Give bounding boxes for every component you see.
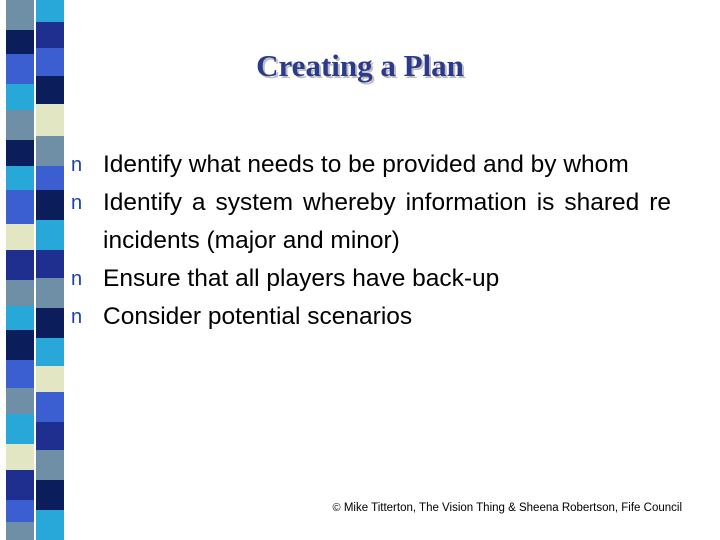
sidebar-block — [6, 414, 34, 444]
sidebar-block — [36, 0, 64, 22]
sidebar-block — [36, 422, 64, 450]
bullet-text: Ensure that all players have back-up — [103, 265, 500, 292]
square-bullet-icon: n — [71, 306, 83, 328]
sidebar-block — [36, 392, 64, 422]
bullet-item — [71, 298, 671, 336]
bullet-text: Identify a system whereby information is shared re incidents (major and minor) — [103, 189, 671, 254]
sidebar-block — [36, 308, 64, 338]
sidebar-block — [36, 166, 64, 190]
sidebar-block — [6, 330, 34, 360]
sidebar-block — [6, 110, 34, 140]
sidebar-block — [6, 306, 34, 330]
sidebar-block — [6, 388, 34, 414]
sidebar-block — [36, 220, 64, 250]
sidebar-block — [6, 280, 34, 306]
bullet-text: Consider potential scenarios — [103, 303, 413, 330]
sidebar-block — [6, 470, 34, 500]
sidebar-block — [36, 190, 64, 220]
bullet-list — [71, 146, 671, 336]
sidebar-block — [6, 166, 34, 190]
bullet-item — [71, 146, 671, 184]
sidebar-block — [36, 104, 64, 136]
sidebar-block — [6, 140, 34, 166]
square-bullet-icon: n — [71, 192, 83, 214]
sidebar-block — [36, 278, 64, 308]
sidebar-block — [36, 338, 64, 366]
sidebar-block — [6, 224, 34, 250]
sidebar-block — [36, 136, 64, 166]
square-bullet-icon: n — [71, 154, 83, 176]
sidebar-block — [6, 250, 34, 280]
copyright-footer — [333, 502, 682, 514]
sidebar-block — [6, 360, 34, 388]
sidebar-block — [36, 250, 64, 278]
slide-title: Creating a Plan — [256, 48, 464, 83]
bullet-text: Identify what needs to be provided and by whom — [103, 151, 629, 178]
bullet-item — [71, 184, 671, 260]
sidebar-block — [6, 190, 34, 224]
sidebar-block — [6, 444, 34, 470]
sidebar-block — [6, 500, 34, 522]
sidebar-block — [6, 84, 34, 110]
sidebar-block — [36, 480, 64, 510]
sidebar-block — [36, 510, 64, 540]
sidebar-block — [36, 22, 64, 48]
sidebar-block — [36, 366, 64, 392]
footer-text: Mike Titterton, The Vision Thing & Sheena Robertson, Fife Council — [343, 502, 682, 514]
square-bullet-icon: n — [71, 268, 83, 290]
sidebar-block — [36, 450, 64, 480]
sidebar-block — [6, 522, 34, 540]
bullet-item — [71, 260, 671, 298]
copyright-icon: © — [332, 502, 341, 514]
sidebar-block — [6, 0, 34, 30]
